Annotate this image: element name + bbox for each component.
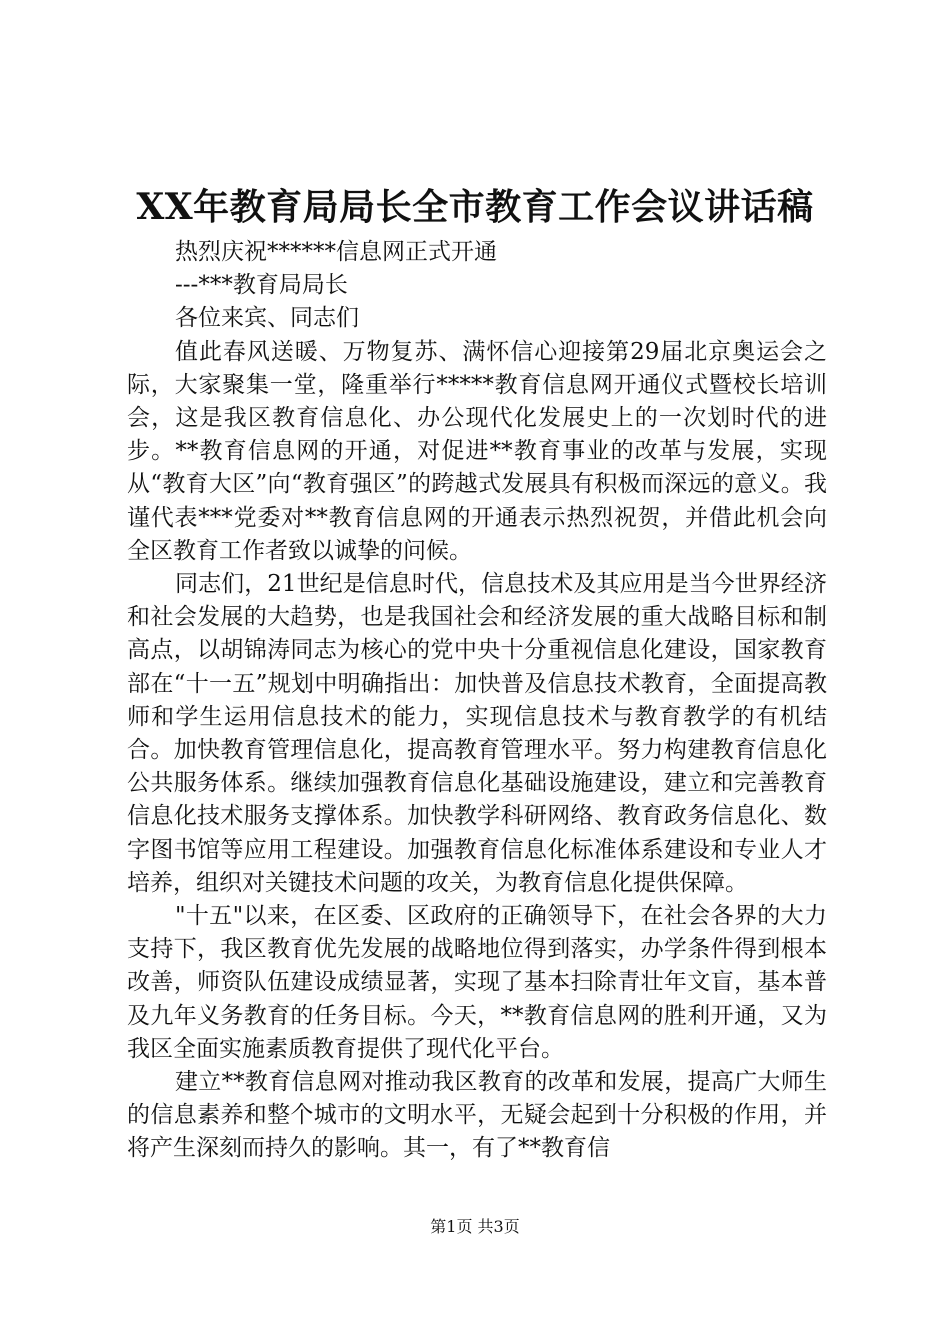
paragraph-3: "十五"以来，在区委、区政府的正确领导下，在社会各界的大力支持下，我区教育优先发展的战略地位得到落实，办学条件得到根本改善，师资队伍建设成绩显著，实现了基本扫除青壮年文盲，基本普及九年义务教育的任务目标。今天，**教育信息网的胜利开通，又为我区全面实施素质教育提供了现代化平台。 xyxy=(127,903,827,1062)
paragraph-1: 值此春风送暖、万物复苏、满怀信心迎接第29届北京奥运会之际，大家聚集一堂，隆重举行*****教育信息网开通仪式暨校长培训会，这是我区教育信息化、办公现代化发展史上的一次划时代的进步。**教育信息网的开通，对促进**教育事业的改革与发展，实现从“教育大区”向“教育强区”的跨越式发展具有积极而深远的意义。我谨代表***党委对**教育信息网的开通表示热烈祝贺，并借此机会向全区教育工作者致以诚挚的问候。 xyxy=(127,338,827,564)
document-title: XX年教育局局长全市教育工作会议讲话稿 xyxy=(136,186,814,229)
paragraph-2: 同志们，21世纪是信息时代，信息技术及其应用是当今世界经济和社会发展的大趋势，也是我国社会和经济发展的重大战略目标和制高点，以胡锦涛同志为核心的党中央十分重视信息化建设，国家教育部在“十一五”规划中明确指出：加快普及信息技术教育，全面提高教师和学生运用信息技术的能力，实现信息技术与教育教学的有机结合。加快教育管理信息化，提高教育管理水平。努力构建教育信息化公共服务体系。继续加强教育信息化基础设施建设，建立和完善教育信息化技术服务支撑体系。加快教学科研网络、教育政务信息化、数字图书馆等应用工程建设。加强教育信息化标准体系建设和专业人才培养，组织对关键技术问题的攻关，为教育信息化提供保障。 xyxy=(127,571,827,896)
page-number-footer: 第1页 共3页 xyxy=(430,1217,520,1236)
document-body xyxy=(127,236,827,1166)
subtitle-line: 热烈庆祝******信息网正式开通 xyxy=(175,239,497,265)
speaker-line: ---***教育局局长 xyxy=(175,272,348,299)
salutation-line: 各位来宾、同志们 xyxy=(175,305,359,332)
paragraph-4: 建立**教育信息网对推动我区教育的改革和发展，提高广大师生的信息素养和整个城市的文明水平，无疑会起到十分积极的作用，并将产生深刻而持久的影响。其一，有了**教育信 xyxy=(127,1069,827,1162)
